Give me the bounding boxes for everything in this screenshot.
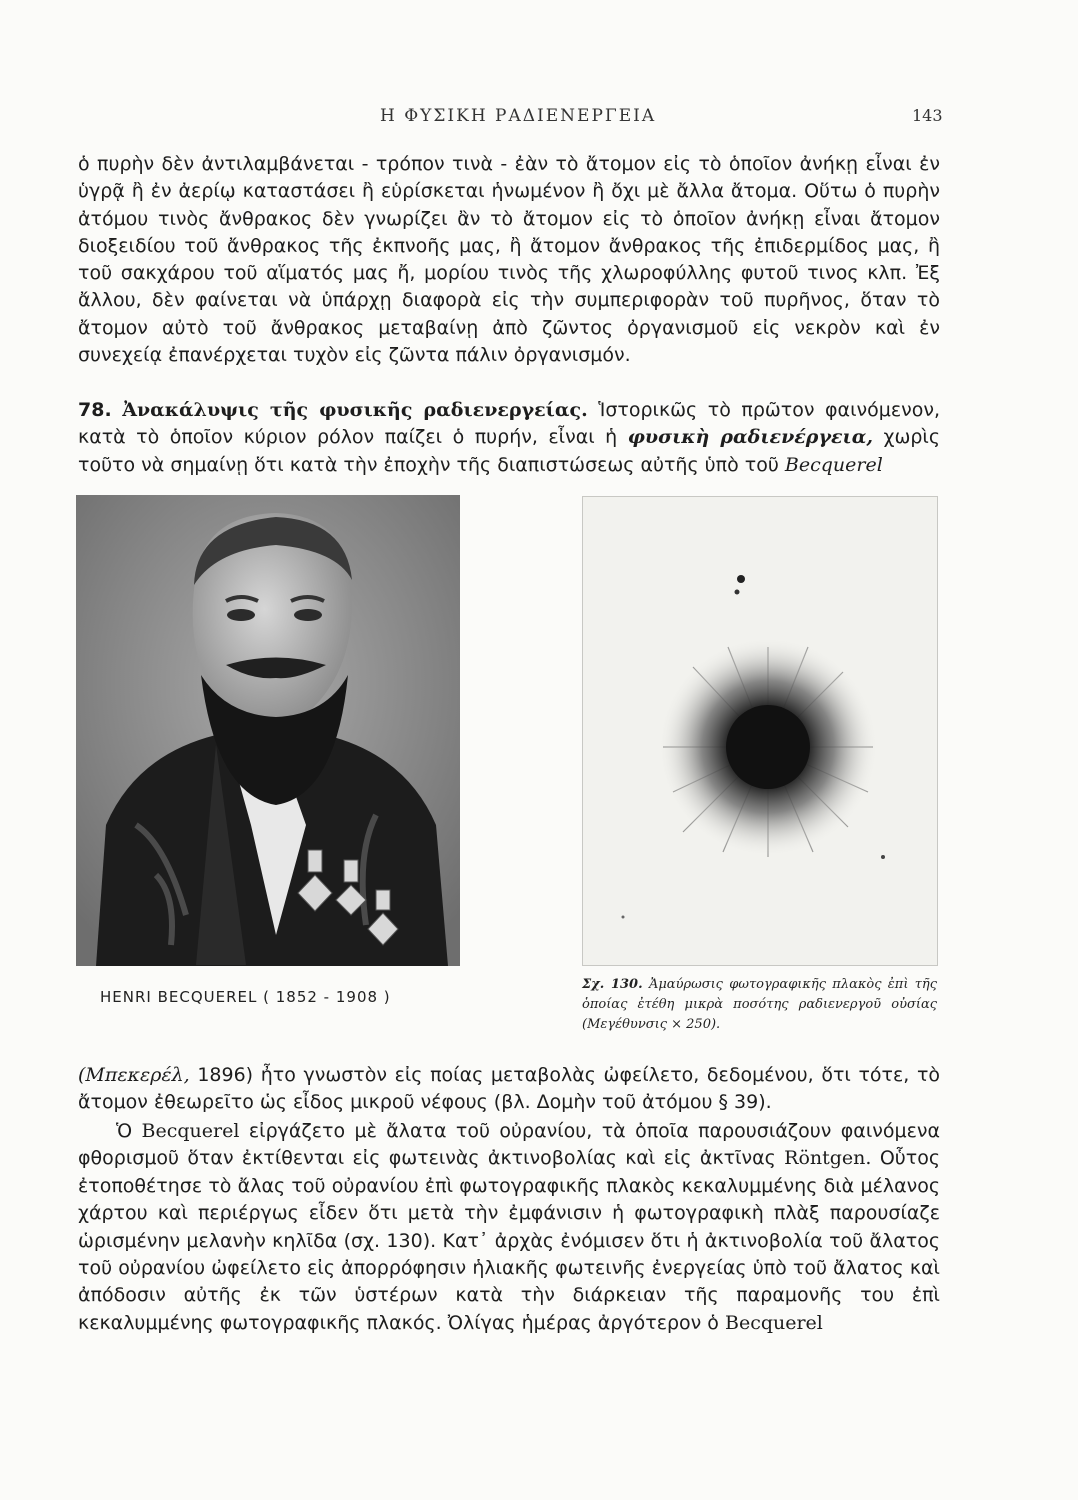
section-term: φυσικὴ ραδιενέργεια, — [627, 426, 873, 449]
paragraph-4-text-b: Οὗτος ἐτοποθέτησε τὸ ἄλας τοῦ οὐρανίου ἐπὶ φωτογραφικῆς πλακὸς κεκαλυμμένης διὰ μέλανος χάρτου καὶ περιέργως εἶδεν ὅτι μετὰ τὴν ἐμφάνισιν ἡ φωτογραφικὴ πλὰξ παρουσίαζε ὡρισμένην μελανὴν κηλῖδα (σχ. 130). Κατ᾿ ἀρχὰς ἐνόμισεν ὅτι ἡ ἀκτινοβολία τοῦ ἄλατος τοῦ οὐρανίου ὠφείλετο εἰς ἀπορρόφησιν ἡλιακῆς φωτεινῆς ἐνεργείας ὑπὸ τοῦ ἄλατος καὶ ἀπόδοσιν αὐτῆς ἐκ τῶν ὑστέρων κατὰ τὴν διάρκειαν τῆς παραμονῆς του ἐπὶ κεκαλυμμένης φωτογραφικῆς πλακός. Ὀλίγας ἡμέρας ἀργότερον ὁ — [78, 1147, 940, 1334]
section-text-b: χωρὶς τοῦτο νὰ σημαίνῃ ὅτι κατὰ τὴν ἐποχὴν τῆς διαπιστώσεως αὐτῆς ὑπὸ τοῦ — [78, 426, 941, 476]
paragraph-discovery-date — [78, 1062, 940, 1117]
photographic-plate-figure — [582, 496, 938, 966]
figure-label: Σχ. 130. — [582, 977, 643, 992]
paragraph-4-name-end: Becquerel — [724, 1311, 823, 1334]
section-number: 78. — [78, 399, 112, 421]
plate-caption — [582, 975, 937, 1035]
running-title: Η ΦΥΣΙΚΗ ΡΑΔΙΕΝΕΡΓΕΙΑ — [380, 106, 657, 126]
figure-caption-text: Ἀμαύρωσις φωτογραφικῆς πλακὸς ἐπὶ τῆς ὁποίας ἐτέθη μικρὰ ποσότης ραδιενεργοῦ οὐσίας (Μεγέθυνσις × 250). — [582, 977, 937, 1032]
section-78-paragraph — [78, 397, 940, 479]
becquerel-portrait — [76, 495, 460, 966]
paragraph-4-text-a: εἰργάζετο μὲ ἄλατα τοῦ οὐρανίου, τὰ ὁποῖα παρουσιάζουν φαινόμενα φθορισμοῦ ὅταν ἐκτίθενται εἰς φωτεινὰς ἀκτινοβολίας καὶ εἰς ἀκτῖνας — [78, 1120, 940, 1170]
greek-name: (Μπεκερέλ, — [78, 1064, 190, 1086]
page-header — [0, 106, 1078, 136]
paragraph-nucleus: ὁ πυρὴν δὲν ἀντιλαμβάνεται - τρόπον τινὰ - ἐὰν τὸ ἄτομον εἰς τὸ ὁποῖον ἀνήκῃ εἶναι ἐν ὑγρᾷ ἢ ἐν ἀερίῳ καταστάσει ἢ εὑρίσκεται ἡνωμένον ἢ ὄχι μὲ ἄλλα ἄτομα. Οὕτω ὁ πυρὴν ἀτόμου τινὸς ἄνθρακος δὲν γνωρίζει ἂν τὸ ἄτομον εἰς τὸ ὁποῖον ἀνήκῃ εἶναι ἄτομον διοξειδίου τοῦ ἄνθρακος τῆς ἐκπνοῆς μας, ἢ ἄτομον ἄνθρακος τῆς ἐπιδερμίδος μας, ἢ τοῦ σακχάρου τοῦ αἵματός μας ἤ, μορίου τινὸς τῆς χλωροφύλλης φυτοῦ τινος κλπ. Ἐξ ἄλλου, δὲν φαίνεται νὰ ὑπάρχῃ διαφορὰ εἰς τὴν συμπεριφορὰν τοῦ πυρῆνος, ὅταν τὸ ἄτομον αὐτὸ τοῦ ἄνθρακος μεταβαίνῃ ἀπὸ ζῶντος ὀργανισμοῦ εἰς νεκρὸν καὶ ἐν συνεχείᾳ ἐπανέρχεται τυχὸν εἰς ζῶντα πάλιν ὀργανισμόν. — [78, 153, 940, 367]
section-title: Ἀνακάλυψις τῆς φυσικῆς ραδιενεργείας. — [122, 399, 588, 421]
paragraph-4-name-rontgen: Röntgen. — [784, 1147, 872, 1170]
section-name: Becquerel — [784, 453, 883, 476]
portrait-illustration — [76, 495, 460, 966]
paragraph-3-text: 1896) ἦτο γνωστὸν εἰς ποίας μεταβολὰς ὠφείλετο, δεδομένου, ὅτι τότε, τὸ ἄτομον ἐθεωρεῖτο ὡς εἶδος μικροῦ νέφους (βλ. Δομὴν τοῦ ἀτόμου § 39). — [78, 1064, 941, 1114]
paragraph-uranium-experiment — [78, 1118, 940, 1337]
page-number: 143 — [912, 106, 943, 125]
section-text-a: Ἱστορικῶς τὸ πρῶτον φαινόμενον, κατὰ τὸ ὁποῖον κύριον ρόλον παίζει ὁ πυρήν, εἶναι ἡ — [78, 399, 940, 449]
paragraph-4-lead: Ὁ — [116, 1120, 133, 1142]
paragraph-4-name: Becquerel — [141, 1120, 240, 1142]
portrait-caption: HENRI BECQUEREL ( 1852 - 1908 ) — [100, 988, 391, 1006]
blackened-plate-image — [583, 497, 938, 966]
